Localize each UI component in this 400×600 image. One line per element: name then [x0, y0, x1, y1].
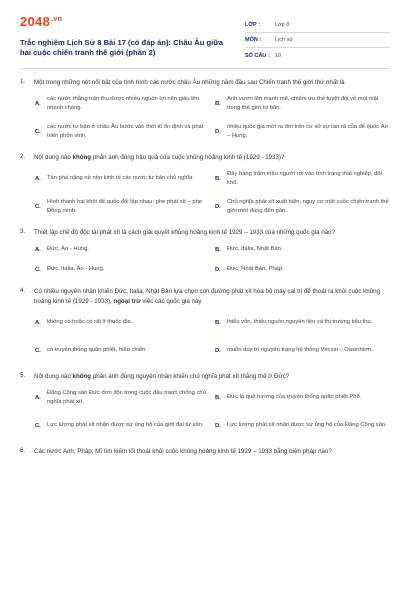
option-a[interactable]	[35, 387, 211, 409]
question-number: 3.	[20, 228, 26, 235]
option-c[interactable]	[35, 415, 211, 437]
question-number: 5.	[20, 372, 26, 379]
question-2	[20, 153, 388, 218]
option-d[interactable]	[215, 196, 391, 218]
option-text: Đẩy hàng trăm triệu người rơi vào tình trạng thất nghiệp, đói khổ.	[227, 170, 382, 186]
question-text-emphasis: không	[72, 154, 92, 161]
option-text: thiếu vốn, thiếu nguồn nguyên liệu và thị trường tiêu thụ.	[227, 319, 373, 326]
question-text	[34, 153, 388, 163]
option-b[interactable]	[215, 243, 391, 257]
question-text-emphasis: không	[72, 373, 92, 380]
question-3	[20, 228, 388, 277]
header-divider	[20, 68, 390, 69]
option-label: C.	[35, 204, 41, 210]
option-b[interactable]	[215, 387, 391, 409]
option-label: D.	[215, 267, 221, 273]
option-label: B.	[215, 320, 221, 326]
option-label: C.	[35, 423, 41, 429]
question-text-emphasis: ngoại trừ	[113, 298, 141, 305]
meta-label: MÔN :	[245, 37, 262, 43]
option-text: Đức, Italia, Nhật Bản.	[227, 246, 283, 253]
question-number: 6.	[20, 447, 26, 454]
meta-label: LỚP :	[245, 22, 260, 28]
option-grid	[35, 93, 388, 143]
option-d[interactable]	[215, 340, 391, 362]
meta-label: SỐ CÂU :	[245, 52, 270, 59]
option-text: Lực lượng phát xít nhận được sự ủng hộ của giới đại tư sản.	[47, 422, 204, 429]
option-label: C.	[35, 348, 41, 354]
question-text-post: phản ánh đúng hậu quả của cuộc khủng hoảng kinh tế (1929 - 1933)?	[91, 154, 285, 161]
option-a[interactable]	[35, 93, 211, 115]
question-5	[20, 372, 388, 437]
option-grid	[35, 312, 388, 362]
option-c[interactable]	[35, 340, 211, 362]
logo-text: 2048	[20, 14, 51, 29]
question-text-post: phản ánh đúng nguyên nhân khiến chủ nghĩa phát xít thắng thế ở Đức?	[91, 373, 290, 380]
option-label: D.	[215, 423, 221, 429]
question-text: Các nước Anh, Pháp, Mĩ tìm kiếm lối thoát khỏi cuộc khủng hoảng kinh tế 1929 – 1933 bằng biện pháp nào?	[34, 448, 332, 455]
option-label: B.	[215, 101, 221, 107]
question-text-pre: Nội dung nào	[34, 154, 73, 161]
option-text: Đức, Áo - Hung.	[47, 246, 89, 253]
question-number: 1.	[20, 78, 26, 85]
option-label: B.	[215, 247, 221, 253]
option-c[interactable]	[35, 263, 211, 277]
header	[20, 14, 390, 66]
option-text: Hình thành hai khối đế quốc đối lập nhau: phe phát xít – phe Đồng minh.	[47, 198, 203, 214]
question-1	[20, 78, 388, 143]
option-a[interactable]	[35, 312, 211, 334]
question-text-pre: Nội dung nào	[34, 373, 73, 380]
question-text-pre: Có nhiều nguyên nhân khiến Đức, Italia, Nhật Bản lựa chọn con đường phát xít hóa bộ máy cai trị để thoát ra khỏi cuộc khủng hoảng kinh tế (1929 - 1933),	[34, 288, 381, 305]
option-text: Lực lượng phát xít nhận được sự ủng hộ của Đảng Cộng sản.	[227, 422, 387, 429]
option-d[interactable]	[215, 263, 391, 277]
option-label: A.	[35, 320, 41, 326]
option-text: Đảng Cộng sản Đức đơn độc trong cuộc đấu tranh chống chủ nghĩa phát xít.	[47, 389, 206, 405]
option-label: D.	[215, 348, 221, 354]
option-text: Tàn phá nặng nề nền kinh tế các nước tư bản chủ nghĩa.	[47, 175, 194, 182]
logo-suffix: .vn	[51, 15, 63, 23]
option-c[interactable]	[35, 121, 211, 143]
option-text: các nước thắng trận thu được nhiều nguồn lợi nên giàu lên nhanh chóng.	[47, 95, 199, 111]
question-text-post: việc các quốc gia này	[140, 298, 202, 305]
option-d[interactable]	[215, 415, 391, 437]
option-text: Anh vươn lên mạnh mẽ, chiếm ưu thế tuyệt đối về mọi mặt trong thế giới tư bản.	[227, 95, 379, 111]
question-text: Một trong những nét nổi bật của tình hình các nước châu Âu những năm đầu sau Chiến tranh thế giới thứ nhất là	[34, 79, 345, 86]
site-logo[interactable]	[20, 14, 62, 29]
option-a[interactable]	[35, 168, 211, 190]
option-text: Đức, Italia, Áo - Hung.	[47, 266, 105, 273]
option-a[interactable]	[35, 243, 211, 257]
question-text: Thiết lập chế độ độc tài phát xít là cách giải quyết khủng hoảng kinh tế 1929 – 1933 của những quốc gia nào?	[34, 229, 336, 236]
option-label: B.	[215, 176, 221, 182]
option-label: B.	[215, 395, 221, 401]
meta-value: Lớp 8	[275, 22, 290, 28]
option-label: D.	[215, 204, 221, 210]
question-text	[34, 372, 388, 382]
question-4	[20, 287, 388, 362]
question-number: 4.	[20, 287, 26, 294]
option-text: các nước tư bản ở châu Âu bước vào thời kì ổn định và phát triển phồn vinh.	[47, 123, 204, 139]
option-b[interactable]	[215, 312, 391, 334]
option-text: muốn duy trì nguyên trạng hệ thống Vécxai – Oasinhtơn.	[227, 347, 373, 354]
option-text: Đức, Nhật Bản, Pháp.	[227, 266, 284, 273]
option-grid	[35, 387, 388, 437]
option-text: Chủ nghĩa phát xít xuất hiện, nguy cơ một cuộc chiến tranh thế giới mới đang đến gần.	[227, 198, 389, 214]
option-b[interactable]	[215, 168, 391, 190]
document-title: Trắc nghiệm Lịch Sử 8 Bài 17 (có đáp án): Châu Âu giữa hai cuộc chiến tranh thế giới (phần 2)	[20, 38, 223, 57]
option-label: A.	[35, 247, 41, 253]
question-6	[20, 447, 388, 459]
meta-value: Lịch sử	[275, 37, 294, 43]
meta-row-class	[245, 18, 390, 33]
meta-row-subject	[245, 33, 390, 48]
meta-value: 10	[275, 52, 282, 59]
option-label: C.	[35, 267, 41, 273]
option-c[interactable]	[35, 196, 211, 218]
option-label: C.	[35, 129, 41, 135]
meta-row-count	[245, 48, 390, 63]
meta-table	[245, 18, 390, 63]
option-text: Đức là quê hương của truyền thống quân phiệt Phổ.	[227, 394, 362, 401]
option-label: A.	[35, 395, 41, 401]
option-text: không có hoặc có rất ít thuộc địa.	[47, 319, 133, 326]
option-d[interactable]	[215, 121, 391, 143]
option-grid	[35, 243, 388, 277]
option-label: A.	[35, 101, 41, 107]
question-number: 2.	[20, 153, 26, 160]
question-text	[34, 287, 388, 307]
question-list	[20, 78, 388, 469]
option-text: nhiều quốc gia mới ra đời trên cơ sở sự tan rã của đế quốc Áo – Hung.	[227, 123, 388, 139]
option-label: A.	[35, 176, 41, 182]
option-b[interactable]	[215, 93, 391, 115]
option-label: D.	[215, 129, 221, 135]
option-grid	[35, 168, 388, 218]
option-text: có truyền thống quân phiệt, hiếu chiến.	[47, 347, 147, 354]
